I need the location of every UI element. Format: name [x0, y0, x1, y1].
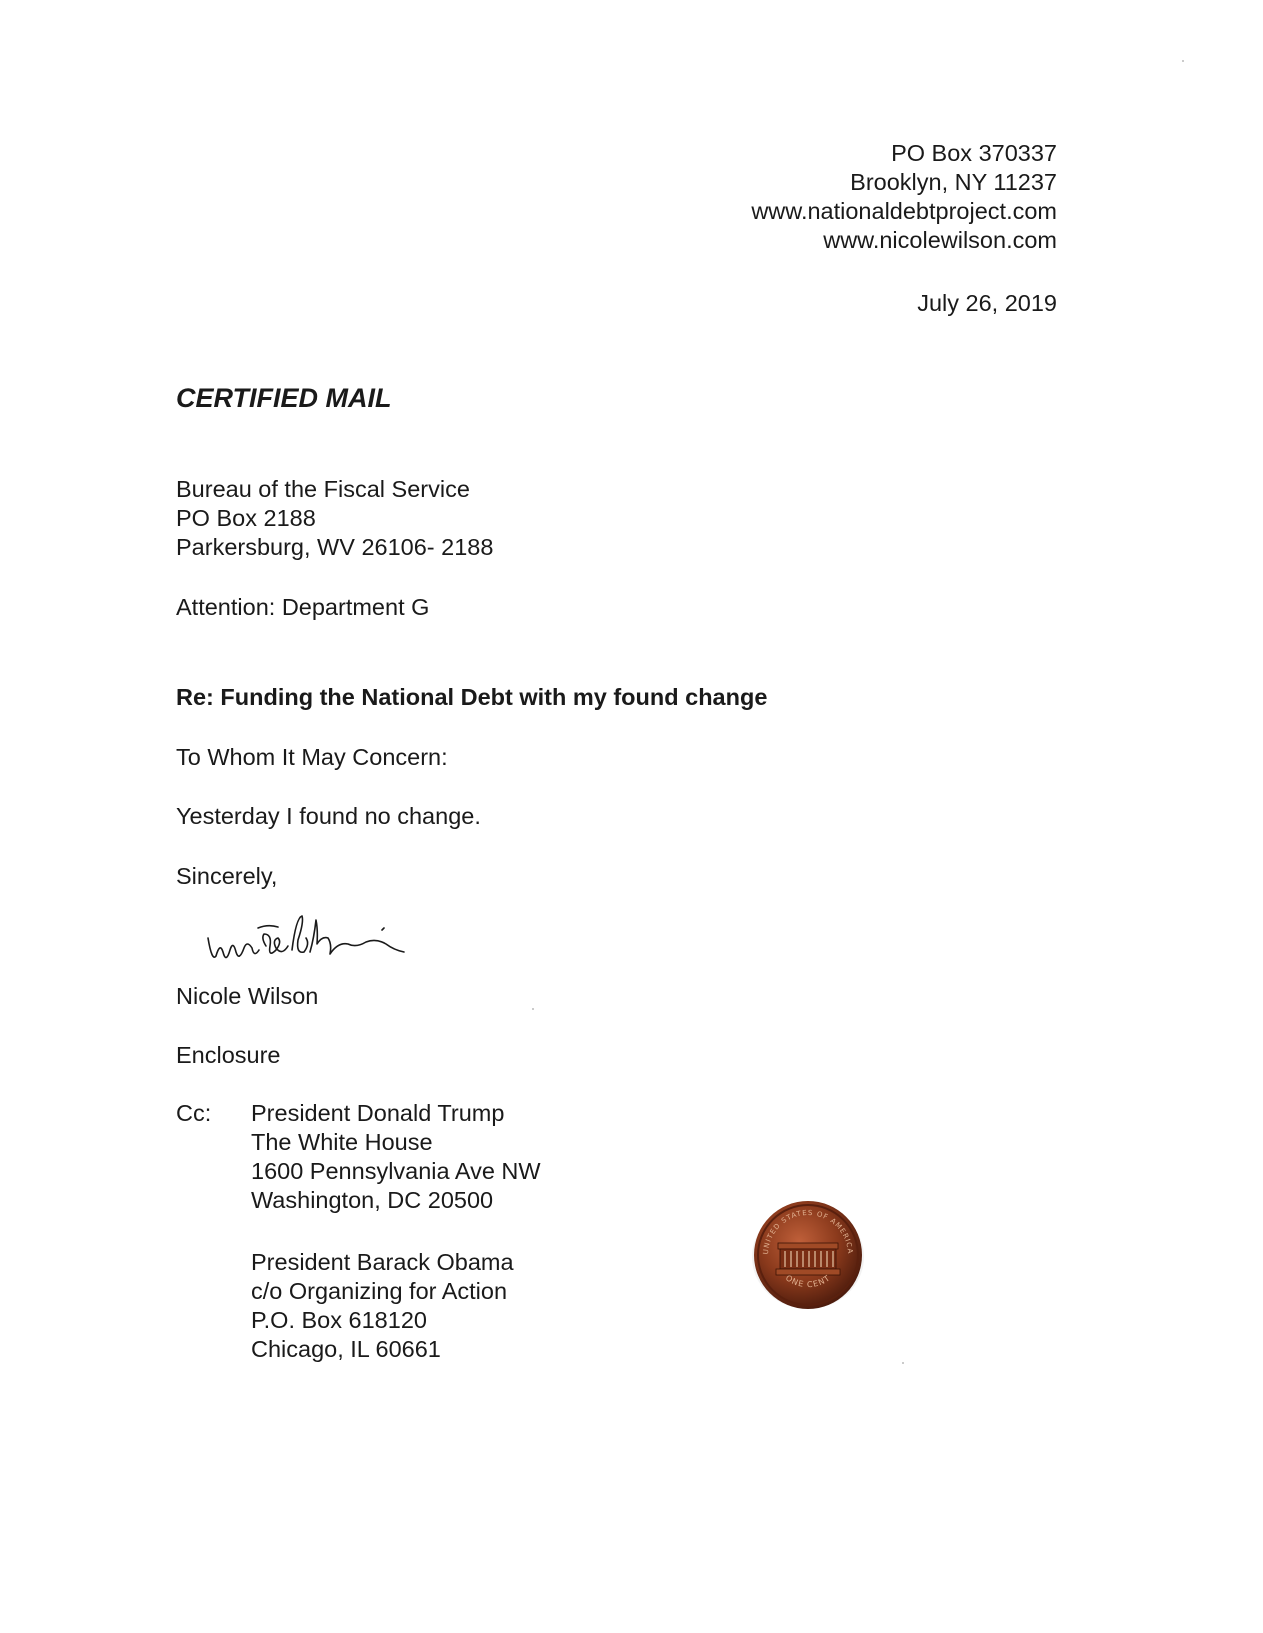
- recipient-address-line: Parkersburg, WV 26106- 2188: [176, 534, 494, 560]
- subject-line: Re: Funding the National Debt with my found change: [176, 684, 768, 710]
- cc-address-line: c/o Organizing for Action: [251, 1278, 508, 1304]
- certified-mail-heading: CERTIFIED MAIL: [176, 383, 392, 413]
- cc-address-line: President Barack Obama: [251, 1249, 514, 1275]
- cc-address-line: Washington, DC 20500: [251, 1187, 494, 1213]
- scan-speck: [902, 1362, 904, 1364]
- scan-speck: [532, 1008, 534, 1010]
- cc-recipient-trump: [251, 1099, 541, 1215]
- cc-address-line: Chicago, IL 60661: [251, 1336, 441, 1362]
- scan-speck: [1182, 60, 1184, 62]
- letter-date: July 26, 2019: [917, 290, 1057, 316]
- cc-address-line: President Donald Trump: [251, 1100, 505, 1126]
- closing: Sincerely,: [176, 863, 278, 889]
- body-paragraph: Yesterday I found no change.: [176, 803, 481, 829]
- sender-address-line: PO Box 370337: [891, 140, 1057, 166]
- cc-address-line: 1600 Pennsylvania Ave NW: [251, 1158, 541, 1184]
- penny-top-inscription: UNITED STATES OF AMERICA: [761, 1208, 855, 1255]
- cc-label: Cc:: [176, 1100, 212, 1126]
- recipient-address: [176, 475, 493, 562]
- signature: [206, 908, 416, 970]
- signer-name: Nicole Wilson: [176, 983, 319, 1009]
- salutation: To Whom It May Concern:: [176, 744, 448, 770]
- sender-website-line: www.nicolewilson.com: [823, 227, 1057, 253]
- cc-recipient-obama: [251, 1248, 514, 1364]
- recipient-address-line: Bureau of the Fiscal Service: [176, 476, 470, 502]
- penny-coin-image: [750, 1197, 866, 1313]
- enclosure-note: Enclosure: [176, 1042, 281, 1068]
- sender-address-line: Brooklyn, NY 11237: [850, 169, 1057, 195]
- cc-address-line: The White House: [251, 1129, 433, 1155]
- sender-website-line: www.nationaldebtproject.com: [751, 198, 1057, 224]
- attention-line: Attention: Department G: [176, 594, 430, 620]
- recipient-address-line: PO Box 2188: [176, 505, 316, 531]
- sender-address: [751, 139, 1057, 255]
- cc-address-line: P.O. Box 618120: [251, 1307, 427, 1333]
- penny-bottom-inscription: ONE CENT: [783, 1273, 833, 1290]
